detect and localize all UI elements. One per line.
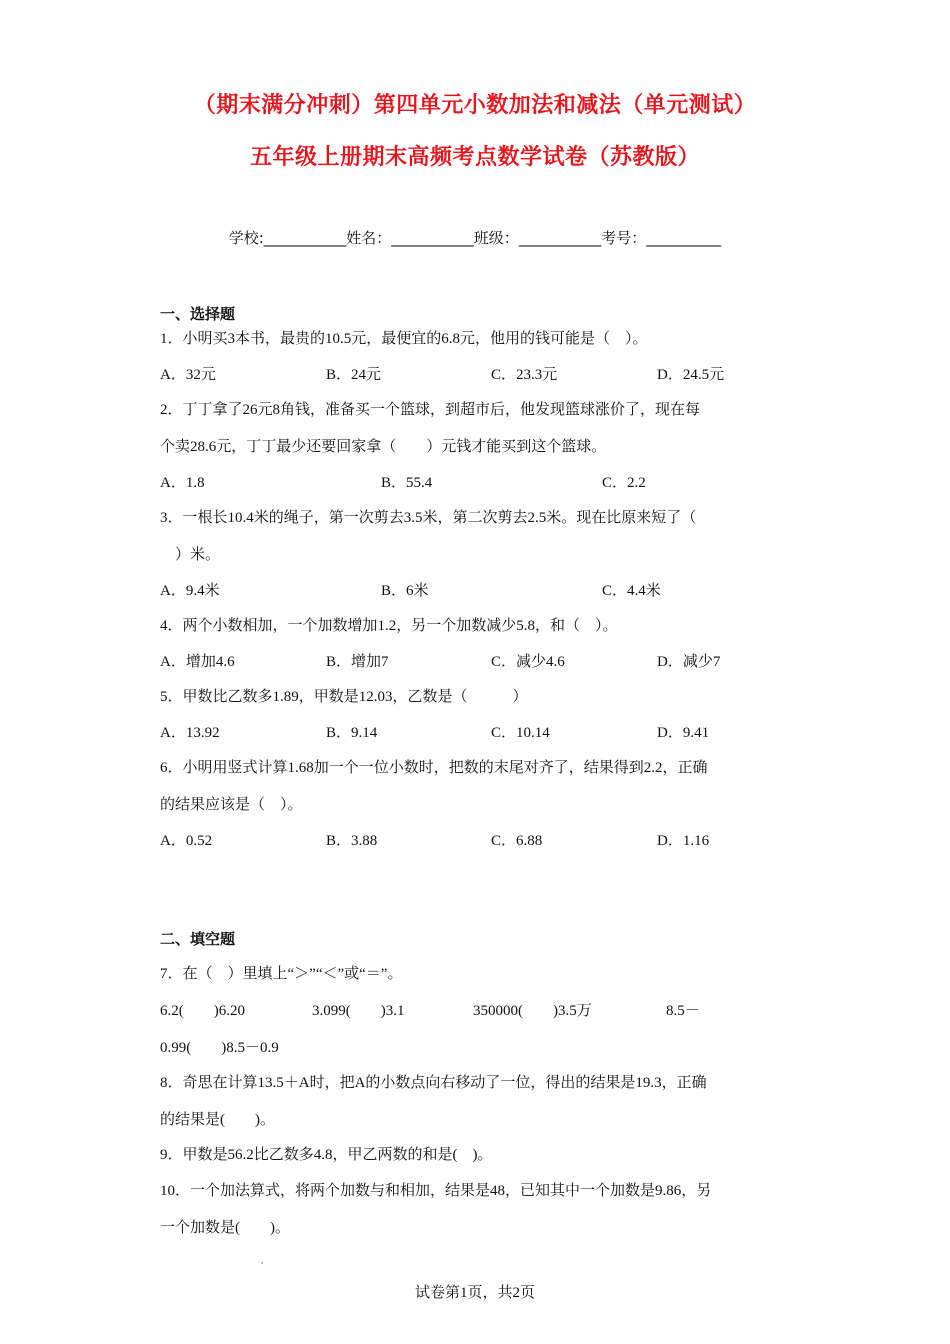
q4-option-d: D．减少7 (657, 654, 721, 670)
title-line-2: 五年级上册期末高频考点数学试卷（苏教版） (249, 145, 700, 170)
q1-option-c: C．23.3元 (491, 367, 558, 383)
q5-option-d: D．9.41 (657, 725, 710, 741)
q4-option-a: A．增加4.6 (160, 654, 235, 670)
q4-option-c: C．减少4.6 (491, 654, 565, 670)
question-8-line-2: 的结果是( )。 (160, 1112, 275, 1128)
page-footer: 试卷第1页，共2页 (414, 1285, 535, 1301)
q1-option-d: D．24.5元 (657, 367, 725, 383)
q3-option-b: B．6米 (381, 583, 429, 599)
question-3-line-2: ）米。 (160, 547, 221, 563)
q1-option-b: B．24元 (326, 367, 382, 383)
student-info-line: 学校:___________姓名：___________班级：___________考号：__________ (228, 229, 722, 247)
title-line-1: （期末满分冲刺）第四单元小数加法和减法（单元测试） (193, 93, 757, 118)
q5-option-c: C．10.14 (491, 725, 550, 741)
q7-line-2: 0.99( )8.5－0.9 (160, 1040, 279, 1056)
q7-item-2: 3.099( )3.1 (312, 1003, 405, 1019)
q2-option-b: B．55.4 (381, 475, 433, 491)
question-2-line-1: 2．丁丁拿了26元8角钱，准备买一个篮球，到超市后，他发现篮球涨价了，现在每 (160, 402, 701, 418)
q6-option-a: A．0.52 (160, 833, 213, 849)
question-10-line-1: 10．一个加法算式，将两个加数与和相加，结果是48，已知其中一个加数是9.86，另 (160, 1183, 712, 1199)
question-9: 9．甲数是56.2比乙数多4.8，甲乙两数的和是( )。 (160, 1147, 493, 1163)
q1-option-a: A．32元 (160, 367, 216, 383)
question-4: 4．两个小数相加，一个加数增加1.2，另一个加数减少5.8，和（ ）。 (160, 618, 618, 634)
q2-option-c: C．2.2 (602, 475, 646, 491)
q7-item-4: 8.5－ (666, 1003, 700, 1019)
q6-option-d: D．1.16 (657, 833, 710, 849)
question-6-line-2: 的结果应该是（ ）。 (160, 797, 303, 813)
question-3-line-1: 3．一根长10.4米的绳子，第一次剪去3.5米，第二次剪去2.5米。现在比原来短了（ (160, 510, 697, 526)
q4-option-b: B．增加7 (326, 654, 389, 670)
section-heading-fill-blank: 二、填空题 (160, 930, 236, 948)
question-7: 7．在（ ）里填上“＞”“＜”或“＝”。 (160, 966, 403, 982)
q2-option-a: A．1.8 (160, 475, 205, 491)
q6-option-c: C．6.88 (491, 833, 543, 849)
q6-option-b: B．3.88 (326, 833, 378, 849)
q7-item-1: 6.2( )6.20 (160, 1003, 245, 1019)
section-heading-choice: 一、选择题 (160, 305, 236, 323)
q3-option-c: C．4.4米 (602, 583, 661, 599)
question-2-line-2: 个卖28.6元，丁丁最少还要回家拿（ ）元钱才能买到这个篮球。 (160, 439, 607, 455)
question-1: 1．小明买3本书，最贵的10.5元，最便宜的6.8元，他用的钱可能是（ ）。 (160, 331, 648, 347)
q5-option-b: B．9.14 (326, 725, 378, 741)
q7-item-3: 350000( )3.5万 (473, 1003, 592, 1019)
q3-option-a: A．9.4米 (160, 583, 220, 599)
question-8-line-1: 8．奇思在计算13.5＋A时，把A的小数点向右移动了一位，得出的结果是19.3，正确 (160, 1075, 707, 1091)
question-6-line-1: 6．小明用竖式计算1.68加一个一位小数时，把数的末尾对齐了，结果得到2.2，正确 (160, 760, 708, 776)
q5-option-a: A．13.92 (160, 725, 220, 741)
question-5: 5．甲数比乙数多1.89，甲数是12.03，乙数是（ ） (160, 689, 528, 705)
scan-dot (261, 1262, 263, 1264)
question-10-line-2: 一个加数是( )。 (160, 1220, 290, 1236)
